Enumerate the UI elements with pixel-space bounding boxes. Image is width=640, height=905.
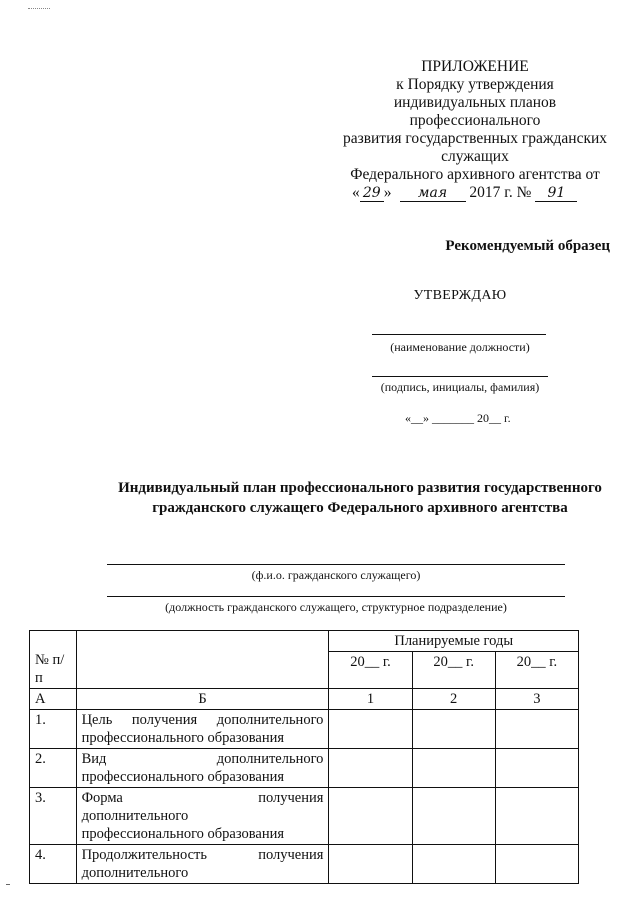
approve-title: УТВЕРЖДАЮ [413, 288, 507, 303]
letter-cell: 1 [329, 689, 412, 710]
name-line [107, 564, 565, 565]
row-line: профессионального образования [81, 769, 285, 785]
handwritten-order-number: 91 [535, 186, 577, 202]
row-number: 2. [30, 749, 77, 788]
row-word: получения [258, 847, 324, 863]
title-line-1: Индивидуальный план профессионального развития государственного [118, 480, 602, 496]
open-quote: « [352, 184, 360, 201]
num-header: № п/п [30, 631, 77, 689]
row-word: Цель [81, 712, 113, 728]
row-word: Форма [81, 790, 123, 806]
signature-line [372, 376, 548, 377]
signature-caption: (подпись, инициалы, фамилия) [380, 380, 540, 394]
table-header-row [30, 631, 579, 652]
table-row [30, 845, 579, 884]
row-word: получения [258, 790, 324, 806]
plan-table [29, 630, 579, 884]
letter-cell: Б [76, 689, 329, 710]
row-word: Продолжительность [81, 847, 207, 863]
letter-cell: 2 [412, 689, 495, 710]
position-field-line [107, 596, 565, 597]
year-value-cell [412, 710, 495, 749]
margin-mark [6, 884, 10, 885]
order-year: 2017 г. № [469, 184, 532, 201]
appendix-line: к Порядку утверждения [396, 76, 554, 93]
year-value-cell [329, 788, 412, 845]
desc-header [76, 631, 329, 689]
letter-cell: А [30, 689, 77, 710]
row-line: дополнительного [81, 808, 189, 824]
appendix-line: Федерального архивного агентства от [350, 166, 600, 183]
title-line-2: гражданского служащего Федерального архивного агентства [152, 500, 568, 516]
recommended-sample-label: Рекомендуемый образец [445, 238, 610, 254]
year-value-cell [412, 845, 495, 884]
row-line: дополнительного [81, 865, 189, 881]
year-cell: 20__ г. [495, 652, 578, 689]
row-word: Вид [81, 751, 107, 767]
appendix-line: профессионального [409, 112, 541, 129]
row-line: профессионального образования [81, 730, 285, 746]
row-number: 1. [30, 710, 77, 749]
row-description [76, 749, 329, 788]
year-cell: 20__ г. [412, 652, 495, 689]
year-value-cell [495, 710, 578, 749]
year-value-cell [329, 710, 412, 749]
corner-mark [28, 8, 50, 9]
appendix-line: индивидуальных планов [393, 94, 557, 111]
position-line [372, 334, 546, 335]
year-value-cell [412, 749, 495, 788]
year-value-cell [495, 845, 578, 884]
year-value-cell [495, 749, 578, 788]
row-line: профессионального образования [81, 826, 285, 842]
appendix-title: ПРИЛОЖЕНИЕ [421, 58, 529, 75]
close-quote: » [383, 184, 392, 201]
handwritten-day: 29 [360, 186, 384, 202]
table-row [30, 710, 579, 749]
row-description [76, 845, 329, 884]
row-word: получения [131, 712, 198, 728]
planned-years-header: Планируемые годы [329, 631, 579, 652]
table-row [30, 749, 579, 788]
row-word: дополнительного [216, 751, 324, 767]
row-number: 3. [30, 788, 77, 845]
row-number: 4. [30, 845, 77, 884]
appendix-line: служащих [441, 148, 509, 165]
row-description [76, 710, 329, 749]
appendix-header [330, 58, 620, 202]
order-date [330, 184, 620, 202]
year-value-cell [412, 788, 495, 845]
position-field-caption: (должность гражданского служащего, структурное подразделение) [165, 600, 507, 614]
row-word: дополнительного [216, 712, 324, 728]
table-letter-row [30, 689, 579, 710]
row-description [76, 788, 329, 845]
appendix-line: развития государственных гражданских [342, 130, 608, 147]
table-row [30, 788, 579, 845]
position-caption: (наименование должности) [390, 340, 530, 354]
handwritten-month: мая [400, 186, 466, 202]
document-title [70, 478, 640, 518]
approval-date: «__» _______ 20__ г. [405, 411, 511, 425]
year-value-cell [495, 788, 578, 845]
year-value-cell [329, 845, 412, 884]
letter-cell: 3 [495, 689, 578, 710]
year-cell: 20__ г. [329, 652, 412, 689]
name-caption: (ф.и.о. гражданского служащего) [251, 568, 421, 582]
year-value-cell [329, 749, 412, 788]
